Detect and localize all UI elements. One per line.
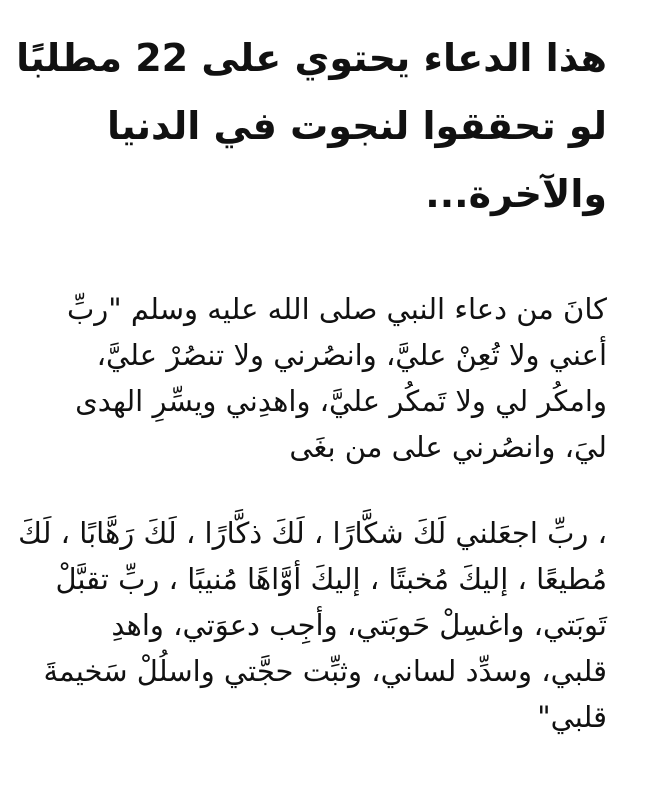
dua-paragraph-1	[26, 286, 607, 470]
paragraph-2-line-2: مُطيعًا ، إليكَ مُخبتًا ، إليكَ أوَّاهًا مُنيبًا ، ربِّ تقبَّلْ	[55, 562, 607, 596]
dua-paragraph-2	[18, 510, 607, 740]
document-title	[16, 24, 607, 228]
title-line-2: لو تحققوا لنجوت في الدنيا	[106, 104, 607, 148]
paragraph-1-line-3: وامكُر لي ولا تَمكُر عليَّ، واهدِني ويسِّرِ الهدى	[75, 384, 607, 418]
title-line-1: هذا الدعاء يحتوي على 22 مطلبًا	[16, 36, 607, 80]
paragraph-2-line-1: ، ربِّ اجعَلني لَكَ شكَّارًا ، لَكَ ذكَّارًا ، لَكَ رَهَّابًا ، لَكَ	[18, 516, 607, 550]
paragraph-2-line-3: تَوبَتي، واغسِلْ حَوبَتي، وأجِب دعوَتي، واهدِ	[111, 608, 607, 642]
title-line-3: والآخرة...	[425, 172, 607, 216]
paragraph-1-line-4: ليَ، وانصُرني على من بغَى	[289, 430, 607, 464]
paragraph-2-line-4: قلبي، وسدِّد لساني، وثبِّت حجَّتي واسلُلْ سَخيمةَ	[43, 654, 607, 688]
paragraph-2-line-5: قلبي"	[537, 700, 607, 734]
paragraph-1-line-1: كانَ من دعاء النبي صلى الله عليه وسلم "ربِّ	[66, 292, 607, 326]
paragraph-1-line-2: أعني ولا تُعِنْ عليَّ، وانصُرني ولا تنصُرْ عليَّ،	[96, 338, 607, 372]
